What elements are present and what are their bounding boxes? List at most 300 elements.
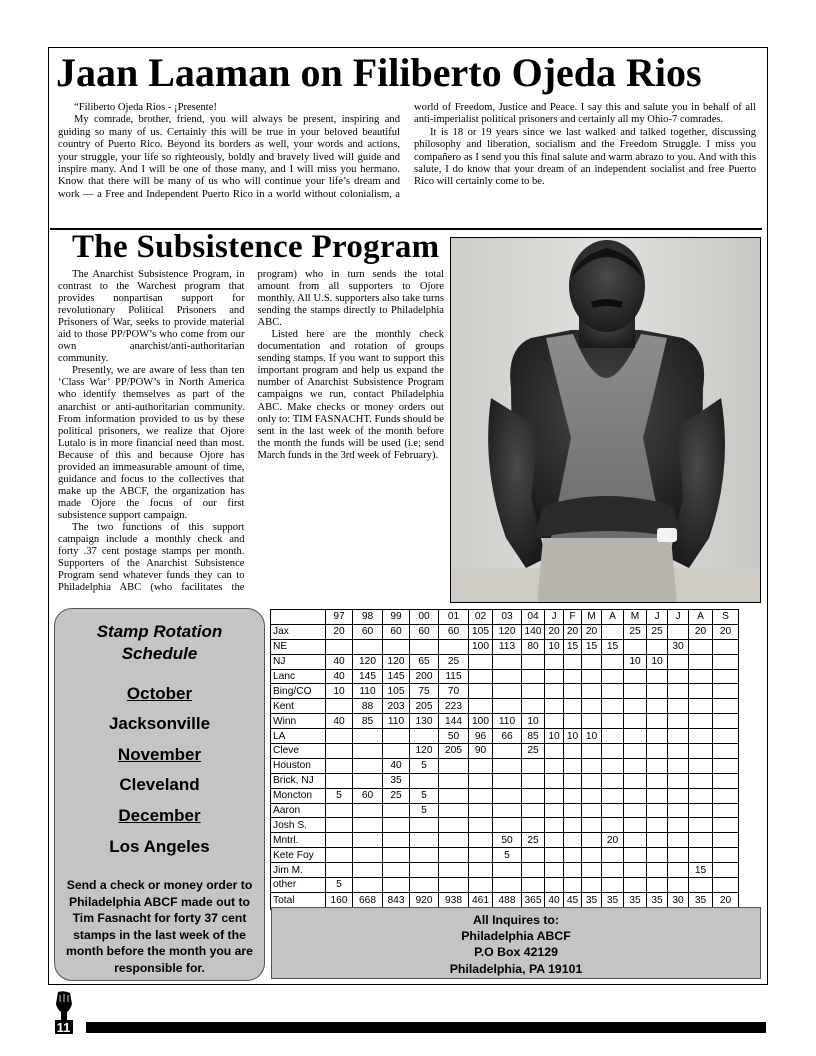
table-cell bbox=[522, 863, 545, 878]
table-cell bbox=[647, 684, 668, 699]
table-cell: 20 bbox=[602, 833, 624, 848]
table-cell: 110 bbox=[383, 714, 410, 729]
table-cell: 25 bbox=[624, 624, 647, 639]
table-cell bbox=[668, 878, 689, 893]
table-cell: 40 bbox=[326, 714, 353, 729]
table-cell: 5 bbox=[326, 788, 353, 803]
table-cell bbox=[493, 803, 522, 818]
table-cell: 160 bbox=[326, 892, 353, 909]
table-cell: 5 bbox=[410, 803, 439, 818]
table-cell: 100 bbox=[469, 639, 493, 654]
table-cell: 60 bbox=[383, 624, 410, 639]
table-cell bbox=[647, 863, 668, 878]
table-cell bbox=[624, 818, 647, 833]
footer-bar bbox=[86, 1022, 766, 1033]
table-cell bbox=[647, 848, 668, 863]
table-cell bbox=[410, 878, 439, 893]
table-cell: 105 bbox=[469, 624, 493, 639]
table-cell: 15 bbox=[602, 639, 624, 654]
table-cell bbox=[602, 818, 624, 833]
table-cell bbox=[713, 639, 739, 654]
table-cell: 65 bbox=[410, 654, 439, 669]
table-cell bbox=[689, 699, 713, 714]
row-label: Jax bbox=[271, 624, 326, 639]
table-row bbox=[271, 729, 739, 744]
table-cell bbox=[522, 788, 545, 803]
table-cell bbox=[522, 669, 545, 684]
subsistence-text bbox=[58, 269, 444, 605]
table-row bbox=[271, 699, 739, 714]
table-cell bbox=[624, 848, 647, 863]
page-number: 11 bbox=[56, 1020, 71, 1035]
schedule-city: Cleveland bbox=[119, 775, 200, 794]
table-cell bbox=[647, 714, 668, 729]
table-cell: 30 bbox=[668, 892, 689, 909]
stamp-rotation-title bbox=[55, 621, 264, 665]
subsistence-paragraph: Listed here are the monthly check documentation and rotation of groups sending stamps. If you want to support this important program and help us expand the number of Anarchist Subsistence Program campaigns we run, contact Philadelphia ABC. Make checks or money orders out only to: TIM FASNACHT. Funds should be sent in the last week of the month before the month the funds will be used (i.e; send March funds in the 3rd week of February). bbox=[257, 329, 444, 461]
table-cell bbox=[353, 818, 383, 833]
table-cell bbox=[582, 714, 602, 729]
table-cell: 30 bbox=[668, 639, 689, 654]
table-cell bbox=[713, 863, 739, 878]
table-cell bbox=[713, 803, 739, 818]
table-cell: 10 bbox=[545, 729, 564, 744]
table-cell bbox=[353, 803, 383, 818]
tribute-paragraph: My comrade, brother, friend, you will always be present, inspiring and guiding so many of us. Certainly this will be true in your beloved beautiful country of Puerto Rico. Beyond its borders as well, your words and actions, your struggle, your life so righteously, boldly and bravely lived will guide and inspire many. And I will be one of those many, and I will miss you hermano. Know that there will be many of us who will continue your life’s dream and work — a Free and Independent Puerto Rico in a world without colonialism, a world of Freedom, Justice and Peace. I say this and salute you in behalf of all anti-imperialist political prisoners and certainly all my Ohio-7 comrades. bbox=[58, 102, 756, 200]
table-row bbox=[271, 639, 739, 654]
column-header: 00 bbox=[410, 610, 439, 625]
table-cell: 15 bbox=[689, 863, 713, 878]
row-label: Lanc bbox=[271, 669, 326, 684]
table-cell bbox=[647, 729, 668, 744]
table-cell: 120 bbox=[410, 744, 439, 759]
column-header: F bbox=[564, 610, 582, 625]
schedule-city: Los Angeles bbox=[109, 837, 210, 856]
table-cell bbox=[545, 758, 564, 773]
table-cell: 66 bbox=[493, 729, 522, 744]
row-label: Kent bbox=[271, 699, 326, 714]
table-cell bbox=[564, 669, 582, 684]
table-cell bbox=[493, 744, 522, 759]
table-cell bbox=[602, 803, 624, 818]
table-row bbox=[271, 744, 739, 759]
table-cell bbox=[564, 833, 582, 848]
table-cell bbox=[564, 699, 582, 714]
table-row bbox=[271, 773, 739, 788]
table-cell bbox=[522, 684, 545, 699]
table-cell: 45 bbox=[564, 892, 582, 909]
table-cell bbox=[713, 714, 739, 729]
table-cell bbox=[668, 758, 689, 773]
table-cell bbox=[493, 878, 522, 893]
table-cell bbox=[439, 803, 469, 818]
table-cell bbox=[713, 729, 739, 744]
table-cell: 140 bbox=[522, 624, 545, 639]
table-cell bbox=[493, 863, 522, 878]
table-cell: 5 bbox=[493, 848, 522, 863]
table-cell: 223 bbox=[439, 699, 469, 714]
table-cell bbox=[353, 639, 383, 654]
page-headline: Jaan Laaman on Filiberto Ojeda Rios bbox=[56, 50, 702, 95]
table-cell: 60 bbox=[410, 624, 439, 639]
column-header: J bbox=[545, 610, 564, 625]
table-cell bbox=[439, 773, 469, 788]
table-cell bbox=[668, 714, 689, 729]
table-cell bbox=[326, 639, 353, 654]
table-cell bbox=[713, 744, 739, 759]
table-cell bbox=[668, 684, 689, 699]
table-cell bbox=[326, 773, 353, 788]
table-cell bbox=[582, 744, 602, 759]
table-cell bbox=[668, 788, 689, 803]
table-cell bbox=[439, 788, 469, 803]
stamp-rotation-panel bbox=[54, 608, 265, 981]
table-row bbox=[271, 684, 739, 699]
table-cell bbox=[493, 773, 522, 788]
table-cell bbox=[410, 639, 439, 654]
table-cell: 20 bbox=[564, 624, 582, 639]
table-cell bbox=[326, 758, 353, 773]
inquiry-line: Philadelphia ABCF bbox=[461, 929, 571, 944]
table-cell: 10 bbox=[624, 654, 647, 669]
table-cell bbox=[689, 744, 713, 759]
table-cell bbox=[582, 818, 602, 833]
table-cell bbox=[326, 744, 353, 759]
table-cell bbox=[469, 788, 493, 803]
table-cell bbox=[564, 684, 582, 699]
column-header: 99 bbox=[383, 610, 410, 625]
table-cell bbox=[493, 788, 522, 803]
column-header: A bbox=[689, 610, 713, 625]
row-label: Jim M. bbox=[271, 863, 326, 878]
table-cell bbox=[410, 863, 439, 878]
row-label: Winn bbox=[271, 714, 326, 729]
table-cell bbox=[439, 758, 469, 773]
table-cell bbox=[689, 848, 713, 863]
table-cell bbox=[522, 758, 545, 773]
table-cell bbox=[545, 863, 564, 878]
table-cell: 25 bbox=[383, 788, 410, 803]
table-cell bbox=[647, 773, 668, 788]
table-cell: 80 bbox=[522, 639, 545, 654]
table-cell: 110 bbox=[493, 714, 522, 729]
table-cell bbox=[545, 818, 564, 833]
table-cell bbox=[522, 818, 545, 833]
table-cell: 20 bbox=[545, 624, 564, 639]
tribute-text bbox=[58, 102, 756, 226]
table-cell: 70 bbox=[439, 684, 469, 699]
table-cell bbox=[668, 773, 689, 788]
table-cell bbox=[353, 773, 383, 788]
subsistence-paragraph: Presently, we are aware of less than ten ‘Class War’ PP/POW’s in North America who identify themselves as part of the anarchist or anti-authoritarian community. From information provided to us by these political prisoners, we realize that Ojore Lutalo is in more financial need than most. Because of this and because Ojore has provided an immeasurable amount of time, guidance and focus to the collectives that make up the ABCF, the organization has made Ojore the focus of our first subsistence support campaign. bbox=[58, 365, 245, 521]
stamp-instructions: Send a check or money order to Philadelphia ABCF made out to Tim Fasnacht for forty 37 cent stamps in the last week of the month before the month you are responsible for. bbox=[66, 878, 253, 975]
table-cell: 40 bbox=[383, 758, 410, 773]
table-cell bbox=[647, 833, 668, 848]
table-cell bbox=[326, 803, 353, 818]
table-row bbox=[271, 878, 739, 893]
tribute-paragraph: It is 18 or 19 years since we last walked and talked together, discussing philosophy and liberation, socialism and the Freedom Struggle. I miss you compañero as I send you this final salute and warm abrazo to you. And with this salute, I do know that your dream of an independent socialist and free Puerto Rico will certainly come to be. bbox=[414, 126, 756, 188]
table-cell bbox=[602, 773, 624, 788]
table-cell: 10 bbox=[522, 714, 545, 729]
table-cell bbox=[383, 863, 410, 878]
table-cell bbox=[522, 773, 545, 788]
table-cell: 35 bbox=[624, 892, 647, 909]
table-cell bbox=[439, 878, 469, 893]
column-header: A bbox=[602, 610, 624, 625]
table-cell bbox=[602, 848, 624, 863]
table-cell bbox=[602, 758, 624, 773]
table-cell bbox=[439, 833, 469, 848]
table-cell: 144 bbox=[439, 714, 469, 729]
table-cell bbox=[564, 848, 582, 863]
table-cell bbox=[602, 684, 624, 699]
table-cell bbox=[668, 818, 689, 833]
table-row bbox=[271, 818, 739, 833]
table-cell: 25 bbox=[522, 744, 545, 759]
table-cell bbox=[602, 624, 624, 639]
table-cell bbox=[624, 699, 647, 714]
table-cell: 5 bbox=[410, 758, 439, 773]
table-cell bbox=[383, 639, 410, 654]
table-cell bbox=[469, 818, 493, 833]
table-cell bbox=[647, 669, 668, 684]
table-cell bbox=[326, 863, 353, 878]
inquiry-line: All Inquires to: bbox=[472, 913, 560, 927]
table-row bbox=[271, 803, 739, 818]
row-label: NJ bbox=[271, 654, 326, 669]
table-cell bbox=[439, 639, 469, 654]
column-header: M bbox=[582, 610, 602, 625]
table-cell: 96 bbox=[469, 729, 493, 744]
table-cell bbox=[668, 624, 689, 639]
table-cell: 10 bbox=[647, 654, 668, 669]
table-cell: 105 bbox=[383, 684, 410, 699]
table-cell bbox=[647, 878, 668, 893]
table-cell: 90 bbox=[469, 744, 493, 759]
table-cell bbox=[522, 699, 545, 714]
table-cell bbox=[689, 714, 713, 729]
table-cell: 115 bbox=[439, 669, 469, 684]
table-cell bbox=[383, 803, 410, 818]
table-cell bbox=[689, 669, 713, 684]
table-cell: 10 bbox=[564, 729, 582, 744]
table-cell bbox=[564, 714, 582, 729]
table-cell bbox=[564, 878, 582, 893]
table-cell bbox=[689, 654, 713, 669]
table-cell: 113 bbox=[493, 639, 522, 654]
schedule-month: November bbox=[117, 745, 202, 764]
column-header: J bbox=[668, 610, 689, 625]
column-header: M bbox=[624, 610, 647, 625]
table-cell bbox=[522, 803, 545, 818]
table-cell: 461 bbox=[469, 892, 493, 909]
table-cell: 130 bbox=[410, 714, 439, 729]
table-cell bbox=[689, 818, 713, 833]
table-cell bbox=[668, 848, 689, 863]
table-cell bbox=[647, 639, 668, 654]
table-cell: 40 bbox=[545, 892, 564, 909]
row-label: Total bbox=[271, 892, 326, 909]
table-row bbox=[271, 669, 739, 684]
table-cell bbox=[668, 699, 689, 714]
table-cell bbox=[469, 803, 493, 818]
table-cell bbox=[326, 729, 353, 744]
table-cell: 20 bbox=[713, 892, 739, 909]
table-cell bbox=[493, 758, 522, 773]
table-cell bbox=[602, 878, 624, 893]
column-header: 01 bbox=[439, 610, 469, 625]
table-cell: 20 bbox=[326, 624, 353, 639]
table-cell bbox=[410, 729, 439, 744]
table-cell bbox=[689, 684, 713, 699]
row-label: Houston bbox=[271, 758, 326, 773]
table-cell bbox=[545, 684, 564, 699]
table-cell bbox=[439, 848, 469, 863]
table-cell bbox=[410, 848, 439, 863]
row-label: Mntrl. bbox=[271, 833, 326, 848]
table-cell: 5 bbox=[326, 878, 353, 893]
row-label: Aaron bbox=[271, 803, 326, 818]
table-cell bbox=[624, 729, 647, 744]
column-header: 98 bbox=[353, 610, 383, 625]
table-cell bbox=[582, 758, 602, 773]
table-cell bbox=[353, 833, 383, 848]
table-cell bbox=[410, 773, 439, 788]
table-cell bbox=[564, 803, 582, 818]
table-cell bbox=[582, 669, 602, 684]
table-cell: 40 bbox=[326, 669, 353, 684]
table-cell bbox=[493, 699, 522, 714]
table-cell bbox=[713, 773, 739, 788]
table-cell bbox=[545, 744, 564, 759]
table-cell bbox=[326, 818, 353, 833]
row-label: Brick, NJ bbox=[271, 773, 326, 788]
inquiries-box bbox=[271, 907, 761, 979]
table-cell: 35 bbox=[647, 892, 668, 909]
table-cell: 5 bbox=[410, 788, 439, 803]
row-label: Moncton bbox=[271, 788, 326, 803]
table-cell: 920 bbox=[410, 892, 439, 909]
table-cell bbox=[383, 744, 410, 759]
table-cell bbox=[713, 788, 739, 803]
table-cell: 488 bbox=[493, 892, 522, 909]
table-cell bbox=[383, 818, 410, 833]
table-cell bbox=[545, 669, 564, 684]
table-cell: 145 bbox=[383, 669, 410, 684]
schedule-month: December bbox=[118, 806, 201, 825]
table-cell bbox=[582, 773, 602, 788]
table-cell bbox=[469, 848, 493, 863]
table-cell bbox=[668, 803, 689, 818]
stamp-title-line: Stamp Rotation bbox=[96, 622, 223, 641]
table-cell bbox=[582, 848, 602, 863]
table-cell: 205 bbox=[439, 744, 469, 759]
subsistence-paragraph: The Anarchist Subsistence Program, in contrast to the Warchest program that provides nonpartisan support for revolutionary Political Prisoners and Prisoners of War, seeks to provide material aid to those PP/POW’s who come from our own anarchist/anti-authoritarian community. bbox=[58, 269, 245, 365]
table-cell bbox=[545, 654, 564, 669]
table-cell bbox=[545, 714, 564, 729]
table-cell bbox=[602, 744, 624, 759]
table-cell bbox=[545, 848, 564, 863]
donation-table bbox=[270, 609, 739, 910]
table-cell bbox=[493, 818, 522, 833]
row-label: Bing/CO bbox=[271, 684, 326, 699]
table-cell: 50 bbox=[439, 729, 469, 744]
table-cell bbox=[326, 833, 353, 848]
table-cell bbox=[689, 788, 713, 803]
stamp-title-line: Schedule bbox=[121, 644, 198, 663]
table-cell bbox=[647, 758, 668, 773]
table-row bbox=[271, 714, 739, 729]
table-cell bbox=[353, 848, 383, 863]
column-header: J bbox=[647, 610, 668, 625]
table-cell bbox=[602, 788, 624, 803]
table-cell bbox=[522, 848, 545, 863]
table-cell bbox=[602, 654, 624, 669]
table-cell: 60 bbox=[353, 788, 383, 803]
table-cell bbox=[545, 878, 564, 893]
tribute-paragraph: “Filiberto Ojeda Rios - ¡Presente! bbox=[74, 102, 217, 113]
table-cell bbox=[624, 669, 647, 684]
table-cell bbox=[624, 744, 647, 759]
table-cell bbox=[353, 744, 383, 759]
table-cell: 843 bbox=[383, 892, 410, 909]
table-cell: 10 bbox=[326, 684, 353, 699]
column-header: 02 bbox=[469, 610, 493, 625]
table-row bbox=[271, 863, 739, 878]
table-cell bbox=[582, 803, 602, 818]
schedule-city: Jacksonville bbox=[108, 714, 211, 733]
table-cell: 100 bbox=[469, 714, 493, 729]
table-row bbox=[271, 654, 739, 669]
table-cell bbox=[689, 878, 713, 893]
table-cell bbox=[602, 699, 624, 714]
table-cell bbox=[668, 729, 689, 744]
table-cell: 50 bbox=[493, 833, 522, 848]
table-cell: 60 bbox=[439, 624, 469, 639]
prisoner-photo bbox=[450, 237, 761, 603]
table-cell bbox=[564, 654, 582, 669]
table-cell bbox=[493, 669, 522, 684]
table-cell bbox=[326, 699, 353, 714]
table-cell bbox=[582, 699, 602, 714]
table-cell bbox=[689, 729, 713, 744]
row-label: Josh S. bbox=[271, 818, 326, 833]
column-header: S bbox=[713, 610, 739, 625]
table-cell bbox=[624, 773, 647, 788]
table-cell bbox=[647, 699, 668, 714]
table-cell bbox=[353, 729, 383, 744]
row-label: Cleve bbox=[271, 744, 326, 759]
table-cell: 85 bbox=[522, 729, 545, 744]
table-cell: 120 bbox=[353, 654, 383, 669]
table-cell bbox=[582, 833, 602, 848]
table-cell bbox=[383, 878, 410, 893]
table-cell bbox=[668, 669, 689, 684]
table-cell bbox=[564, 758, 582, 773]
table-cell bbox=[564, 818, 582, 833]
table-cell bbox=[713, 758, 739, 773]
table-cell: 35 bbox=[602, 892, 624, 909]
table-cell: 85 bbox=[353, 714, 383, 729]
subsistence-paragraph: The two functions of this support campaign include a monthly check and forty .37 cent postage stamps per month. Supporters of the Anarchist Subsistence Program send whatever funds they can to Philadelphia ABC (who facilitates the program) who in turn sends the total amount from all supporters to Ojore monthly. All U.S. supporters also take turns sending the stamps directly to Philadelphia ABC. bbox=[58, 269, 444, 594]
table-cell bbox=[647, 818, 668, 833]
table-cell bbox=[713, 848, 739, 863]
table-cell: 365 bbox=[522, 892, 545, 909]
table-cell: 203 bbox=[383, 699, 410, 714]
table-cell bbox=[493, 684, 522, 699]
table-cell bbox=[689, 758, 713, 773]
table-cell: 35 bbox=[582, 892, 602, 909]
